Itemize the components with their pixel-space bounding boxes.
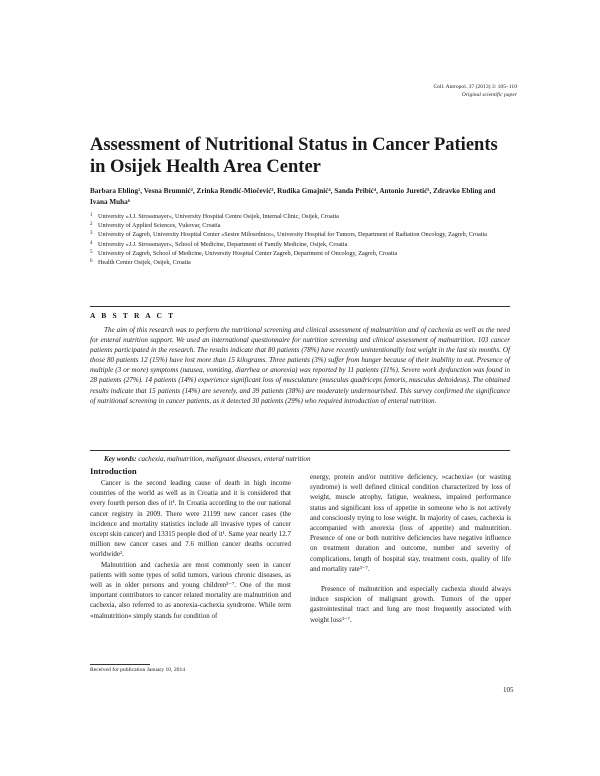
abstract-text: The aim of this research was to perform the nutritional screening and clinical assessment of malnutrition and of cachexia as well as the need for enteral nutrition support. We used an international questionnaire for nutrition screening and clinical assessment of malnutrition. 103 cancer patients participated in the research. The results indicate that 80 patients (78%) have recently unintentionally lost weight in the last six months. Of those 80 patients 12 (15%) have lost more than 15 kilograms. Three patients (3%) suffer from hunger because of their inability to eat. Presence of multiple (3 or more) symptoms (nausea, vomiting, diarrhea or anorexia) was reported by 11 patients (11%). Severe work dysfunction was found in 28 patients (27%). 14 patients (14%) experience significant loss of musculature (musculus quadriceps femoris, musculus deltoideus). The obtained results indicate that 15 patients (14%) are severely, and 39 patients (38%) are moderately undernourished. This survey confirmed the significance of nutritional screening in cancer patients, as it detected 30 patients (29%) who required introduction of enteral nutrition.: [90, 326, 510, 405]
affiliation-list: [90, 212, 510, 267]
abstract-bottom-rule: [90, 450, 510, 451]
article-title: Assessment of Nutritional Status in Cancer Patients in Osijek Health Area Center: [90, 135, 498, 177]
left-column: [90, 478, 291, 621]
affiliation-number: 6: [90, 259, 93, 265]
paragraph: Presence of malnutrition and especially cachexia should always induce suspicion of malignant growth. Tumors of the upper gastrointestinal tract and lung are most frequently associated with weight loss³⁻⁷.: [310, 585, 511, 624]
keywords-label: Key words:: [104, 455, 137, 463]
affiliation-number: 5: [90, 249, 93, 255]
affiliation-item: [90, 230, 510, 239]
abstract-heading: A B S T R A C T: [90, 311, 176, 320]
keywords: [104, 455, 311, 463]
author-list: Barbara Ebling¹, Vesna Brumnić², Zrinka Rendić-Miočević³, Rudika Gmajnić⁴, Sanda Pribić⁴, Antonio Juretić⁵, Zdravko Ebling and Ivana Muha⁶: [90, 187, 496, 206]
page-number: 105: [503, 686, 514, 694]
affiliation-text: University of Applied Sciences, Vukovar, Croatia: [98, 222, 221, 230]
paragraph: Cancer is the second leading cause of death in high income countries of the world as well as in Croatia and it is considered that every fourth person dies of it¹. In Croatia according to the our national cancer registry in 2009. There were 21199 new cancer cases (the incidence and mortality statistics include all invasive types of cancer except skin cancer) and 13315 people died of it¹. Same year nearly 12.7 million new cancer cases and 7.6 million cancer deaths occurred worldwide².: [90, 479, 291, 559]
received-footnote: Received for publication January 10, 2014: [90, 667, 186, 673]
journal-citation: Coll. Antropol. 37 (2013) 3: 105–110: [433, 84, 517, 90]
affiliation-item: [90, 212, 510, 221]
affiliation-number: 2: [90, 222, 93, 228]
affiliation-text: University of Zagreb, University Hospital Center »Sestre Milosrdnice«, University Hospital for Tumors, Department of Radiation Oncology, Zagreb, Croatia: [98, 231, 487, 239]
affiliation-text: Health Center Osijek, Osijek, Croatia: [98, 259, 191, 267]
affiliation-text: University of Zagreb, School of Medicine, University Hospital Center Zagreb, Department of Oncology, Zagreb, Croatia: [98, 249, 398, 257]
affiliation-item: [90, 258, 510, 267]
keywords-values: cachexia, malnutrition, malignant diseases, enteral nutrition: [138, 455, 311, 463]
affiliation-text: University »J.J. Strossmayer«, University Hospital Centre Osijek, Internal Clinic, Osijek, Croatia: [98, 213, 339, 220]
affiliation-number: 4: [90, 240, 93, 246]
abstract-top-rule: [90, 306, 510, 307]
affiliation-number: 3: [90, 231, 93, 237]
affiliation-item: [90, 240, 510, 249]
affiliation-number: 1: [90, 213, 93, 218]
journal-header: [433, 83, 517, 99]
right-column: [310, 472, 511, 625]
footnote-rule: [90, 664, 150, 665]
affiliation-item: [90, 221, 510, 230]
affiliation-item: [90, 249, 510, 258]
affiliation-text: University »J.J. Strossmayer«, School of Medicine, Department of Family Medicine, Osijek, Croatia: [98, 240, 348, 248]
paragraph: energy, protein and/or nutritive deficiency, »cachexia« (or wasting syndrome) is well defined clinical condition characterized by loss of weight, muscle atrophy, fatigue, weakness, impaired performance status and significant loss of appetite in someone who is not actively and consciously trying to lose weight. In majority of cases, cachexia is accompanied with anorexia (loss of appetite) and malnutrition. Presence of one or both nutritive deficiencies have negative influence on treatment duration and outcome, number and severity of complications, length of hospital stay, treatment costs, quality of life and mortality rate³⁻⁷.: [310, 473, 511, 573]
article-type: Original scientific paper: [461, 92, 517, 98]
paragraph: Malnutrition and cachexia are most commonly seen in cancer patients with some types of solid tumors, various chronic diseases, as well as in older persons and young children³⁻⁷. One of the most important contributors to cancer related mortality are malnutrition and cachexia, also referred to as anorexia-cachexia syndrome. While term »malnutrition« simply stands for condition of: [90, 560, 291, 620]
section-heading-introduction: Introduction: [90, 466, 137, 476]
